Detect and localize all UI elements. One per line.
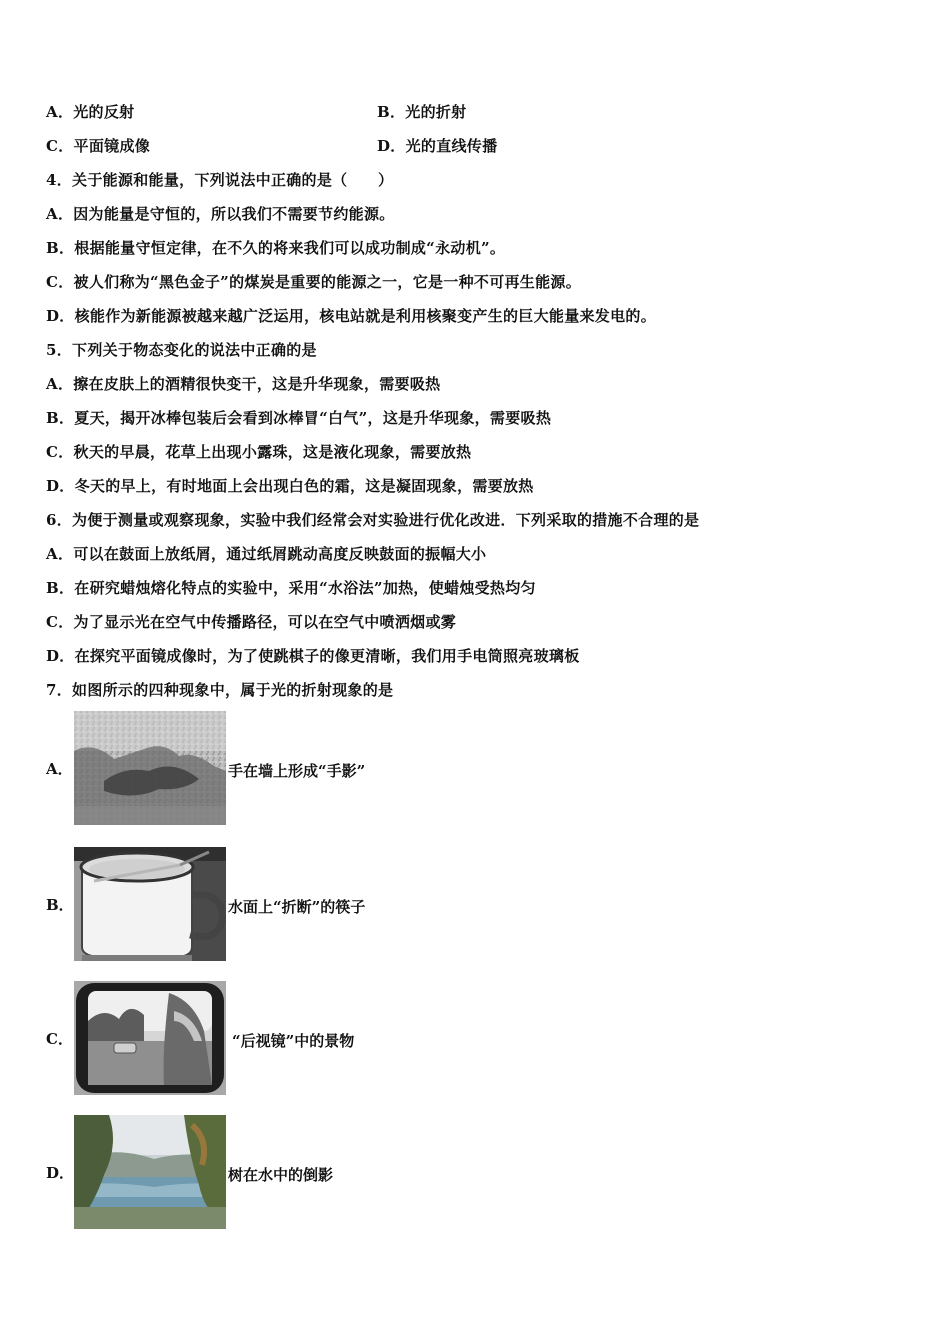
q6-stem: 6．为便于测量或观察现象，实验中我们经常会对实验进行优化改进．下列采取的措施不合理的是 [46, 511, 700, 529]
q4-option-b: B．根据能量守恒定律，在不久的将来我们可以成功制成“永动机”。 [46, 239, 506, 257]
q4-option-d: D．核能作为新能源被越来越广泛运用，核电站就是利用核聚变产生的巨大能量来发电的。 [46, 307, 657, 325]
broken-chopsticks-photo [74, 847, 226, 961]
q7-option-c-caption: “后视镜”中的景物 [232, 1032, 355, 1050]
q5-stem: 5．下列关于物态变化的说法中正确的是 [46, 341, 317, 359]
q7-option-a-caption: 手在墙上形成“手影” [228, 762, 366, 780]
q7-option-a-letter: A． [46, 760, 73, 778]
tree-reflection-photo [74, 1115, 226, 1229]
q5-option-d: D．冬天的早上，有时地面上会出现白色的霜，这是凝固现象，需要放热 [46, 477, 534, 495]
q7-option-a [46, 711, 546, 827]
q6-option-d: D．在探究平面镜成像时，为了使跳棋子的像更清晰，我们用手电筒照亮玻璃板 [46, 647, 580, 665]
q6-option-c: C．为了显示光在空气中传播路径，可以在空气中喷洒烟或雾 [46, 613, 457, 631]
q3-option-c: C．平面镜成像 [46, 137, 151, 155]
q7-option-b-caption: 水面上“折断”的筷子 [228, 898, 366, 916]
rearview-mirror-photo [74, 981, 226, 1095]
q3-option-b: B．光的折射 [377, 103, 467, 121]
q4-stem: 4．关于能源和能量，下列说法中正确的是（ ） [46, 171, 394, 189]
q7-option-c-letter: C． [46, 1030, 73, 1048]
q5-option-b: B．夏天，揭开冰棒包装后会看到冰棒冒“白气”，这是升华现象，需要吸热 [46, 409, 552, 427]
q3-option-a: A．光的反射 [46, 103, 135, 121]
q7-option-d-caption: 树在水中的倒影 [228, 1166, 334, 1184]
q5-option-a: A．擦在皮肤上的酒精很快变干，这是升华现象，需要吸热 [46, 375, 441, 393]
q7-option-b [46, 847, 546, 963]
q4-option-c: C．被人们称为“黑色金子”的煤炭是重要的能源之一，它是一种不可再生能源。 [46, 273, 581, 291]
q7-option-b-letter: B． [46, 896, 74, 914]
q7-stem: 7．如图所示的四种现象中，属于光的折射现象的是 [46, 681, 394, 699]
q7-option-d [46, 1115, 546, 1231]
q6-option-a: A．可以在鼓面上放纸屑，通过纸屑跳动高度反映鼓面的振幅大小 [46, 545, 487, 563]
hand-shadow-photo [74, 711, 226, 825]
q3-option-d: D．光的直线传播 [377, 137, 498, 155]
q7-option-d-letter: D． [46, 1164, 75, 1182]
q5-option-c: C．秋天的早晨，花草上出现小露珠，这是液化现象，需要放热 [46, 443, 472, 461]
q6-option-b: B．在研究蜡烛熔化特点的实验中，采用“水浴法”加热，使蜡烛受热均匀 [46, 579, 536, 597]
q7-option-c [46, 981, 546, 1097]
q4-option-a: A．因为能量是守恒的，所以我们不需要节约能源。 [46, 205, 395, 223]
